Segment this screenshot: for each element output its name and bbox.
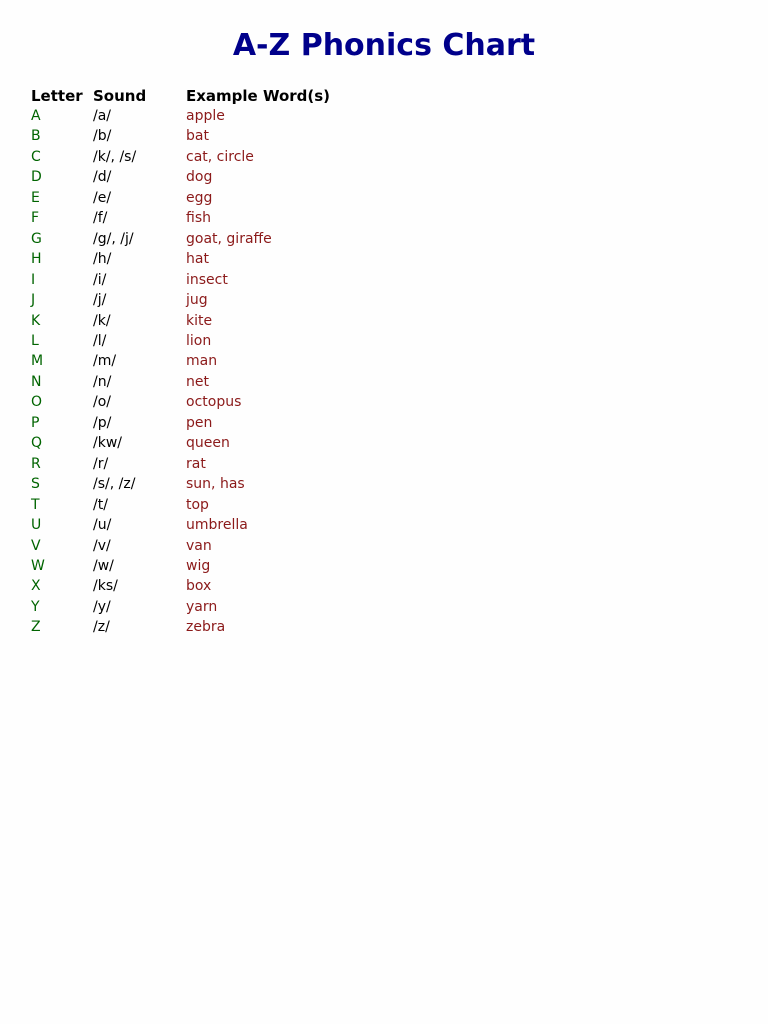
sound-cell: /e/ <box>93 189 112 206</box>
column-header-letter: Letter <box>31 87 83 105</box>
table-header <box>31 86 386 106</box>
letter-cell: B <box>31 128 41 145</box>
example-word-cell: dog <box>186 169 213 186</box>
table-row <box>31 556 386 576</box>
example-word-cell: kite <box>186 312 213 329</box>
table-row <box>31 126 386 146</box>
letter-cell: J <box>31 292 36 309</box>
letter-cell: R <box>31 455 41 472</box>
letter-cell: S <box>31 476 40 493</box>
sound-cell: /m/ <box>93 353 117 370</box>
example-word-cell: pen <box>186 414 213 431</box>
example-word-cell: man <box>186 353 218 370</box>
example-word-cell: jug <box>186 292 208 309</box>
sound-cell: /b/ <box>93 128 112 145</box>
example-word-cell: wig <box>186 557 211 574</box>
sound-cell: /n/ <box>93 373 112 390</box>
sound-cell: /ks/ <box>93 578 118 595</box>
phonics-table <box>31 86 386 638</box>
letter-cell: K <box>31 312 41 329</box>
column-header-sound: Sound <box>93 87 147 105</box>
table-row <box>31 495 386 515</box>
sound-cell: /a/ <box>93 108 112 124</box>
sound-cell: /k/, /s/ <box>93 148 137 165</box>
example-word-cell: octopus <box>186 394 242 411</box>
sound-cell: /v/ <box>93 537 111 554</box>
table-row <box>31 413 386 433</box>
example-word-cell: van <box>186 537 212 554</box>
table-body <box>31 106 386 638</box>
table-row <box>31 351 386 371</box>
example-word-cell: box <box>186 578 212 595</box>
table-row <box>31 617 386 637</box>
letter-cell: T <box>31 496 40 513</box>
sound-cell: /y/ <box>93 598 111 615</box>
letter-cell: L <box>31 332 39 349</box>
letter-cell: V <box>31 537 41 554</box>
sound-cell: /k/ <box>93 312 111 329</box>
table-row <box>31 208 386 228</box>
example-word-cell: hat <box>186 251 209 268</box>
letter-cell: D <box>31 169 42 186</box>
letter-cell: U <box>31 517 42 534</box>
sound-cell: /j/ <box>93 292 107 309</box>
letter-cell: O <box>31 394 43 411</box>
table-row <box>31 433 386 453</box>
sound-cell: /h/ <box>93 251 112 268</box>
sound-cell: /t/ <box>93 496 108 513</box>
letter-cell: Z <box>31 619 41 636</box>
table-row <box>31 167 386 187</box>
table-row <box>31 372 386 392</box>
table-row <box>31 454 386 474</box>
header-row <box>31 86 386 106</box>
sound-cell: /kw/ <box>93 435 122 452</box>
sound-cell: /s/, /z/ <box>93 476 136 493</box>
table-row <box>31 392 386 412</box>
letter-cell: W <box>31 557 45 574</box>
letter-cell: M <box>31 353 44 370</box>
sound-cell: /w/ <box>93 557 114 574</box>
letter-cell: I <box>31 271 36 288</box>
letter-cell: Q <box>31 435 43 452</box>
example-word-cell: net <box>186 373 209 390</box>
example-word-cell: bat <box>186 128 209 145</box>
table-row <box>31 229 386 249</box>
sound-cell: /g/, /j/ <box>93 230 134 247</box>
example-word-cell: yarn <box>186 598 218 615</box>
example-word-cell: cat, circle <box>186 148 254 165</box>
letter-cell: Y <box>31 598 40 615</box>
example-word-cell: umbrella <box>186 517 248 534</box>
table-row <box>31 311 386 331</box>
table-row <box>31 331 386 351</box>
sound-cell: /f/ <box>93 210 108 227</box>
sound-cell: /i/ <box>93 271 107 288</box>
example-word-cell: goat, giraffe <box>186 230 272 247</box>
example-word-cell: lion <box>186 332 212 349</box>
example-word-cell: rat <box>186 455 206 472</box>
sound-cell: /u/ <box>93 517 112 534</box>
sound-cell: /d/ <box>93 169 112 186</box>
table-row <box>31 597 386 617</box>
table-row <box>31 515 386 535</box>
table-row <box>31 106 386 126</box>
sound-cell: /o/ <box>93 394 111 411</box>
table-row <box>31 188 386 208</box>
table-row <box>31 576 386 596</box>
table-row <box>31 536 386 556</box>
example-word-cell: apple <box>186 108 225 124</box>
sound-cell: /p/ <box>93 414 112 431</box>
example-word-cell: egg <box>186 189 213 206</box>
letter-cell: P <box>31 414 40 431</box>
table-row <box>31 249 386 269</box>
letter-cell: H <box>31 251 42 268</box>
example-word-cell: fish <box>186 210 211 227</box>
column-header-example: Example Word(s) <box>186 87 331 105</box>
sound-cell: /l/ <box>93 332 107 349</box>
example-word-cell: zebra <box>186 619 226 636</box>
sound-cell: /r/ <box>93 455 109 472</box>
example-word-cell: sun, has <box>186 476 245 493</box>
example-word-cell: top <box>186 496 209 513</box>
table-row <box>31 474 386 494</box>
letter-cell: X <box>31 578 41 595</box>
letter-cell: N <box>31 373 42 390</box>
letter-cell: G <box>31 230 42 247</box>
page-title: A-Z Phonics Chart <box>232 28 536 63</box>
letter-cell: F <box>31 210 40 227</box>
example-word-cell: queen <box>186 435 230 452</box>
example-word-cell: insect <box>186 271 228 288</box>
letter-cell: E <box>31 189 40 206</box>
sound-cell: /z/ <box>93 619 110 636</box>
table-row <box>31 270 386 290</box>
letter-cell: A <box>31 108 41 124</box>
table-row <box>31 290 386 310</box>
table-row <box>31 147 386 167</box>
letter-cell: C <box>31 148 41 165</box>
